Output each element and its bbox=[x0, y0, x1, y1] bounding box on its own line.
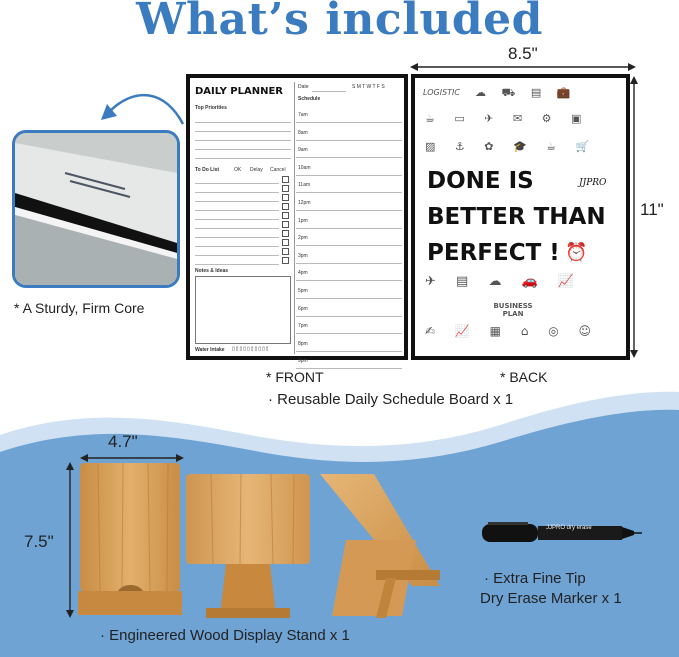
schedule-time-10am: 10am bbox=[298, 164, 311, 171]
schedule-line bbox=[296, 140, 402, 141]
todo-checkbox[interactable] bbox=[282, 185, 289, 192]
schedule-time-7pm: 7pm bbox=[298, 323, 308, 330]
planner-board-back bbox=[411, 74, 630, 360]
schedule-time-8am: 8am bbox=[298, 129, 308, 136]
planner-title: DAILY PLANNER bbox=[195, 86, 284, 97]
stand-caption: · Engineered Wood Display Stand x 1 bbox=[100, 627, 350, 644]
brand-logo: JJPRO bbox=[579, 178, 607, 188]
schedule-time-2pm: 2pm bbox=[298, 235, 308, 242]
schedule-line bbox=[296, 157, 402, 158]
water-cups: ▯▯▯▯▯▯▯▯▯▯ bbox=[232, 346, 270, 352]
stand-height-label: 7.5" bbox=[24, 532, 54, 551]
schedule-time-11am: 11am bbox=[298, 182, 311, 189]
schedule-line bbox=[296, 333, 402, 334]
schedule-time-9am: 9am bbox=[298, 147, 308, 154]
todo-line bbox=[195, 264, 279, 265]
doodle-row-4: ✈ ▤ ☁ 🚗 📈 bbox=[425, 274, 583, 289]
schedule-line bbox=[296, 280, 402, 281]
schedule-line bbox=[296, 245, 402, 246]
marker-text: JJPRO dry erase bbox=[546, 525, 592, 531]
doodle-row-1: ☁ ⛟ ▤ 💼 bbox=[475, 86, 577, 99]
schedule-time-7am: 7am bbox=[298, 112, 308, 118]
doodle-clock: ⏰ bbox=[565, 242, 588, 263]
schedule-line bbox=[296, 192, 402, 193]
todo-cancel: Cancel bbox=[270, 167, 286, 173]
schedule-line bbox=[296, 175, 402, 176]
core-caption: * A Sturdy, Firm Core bbox=[14, 300, 145, 316]
todo-checkbox[interactable] bbox=[282, 257, 289, 264]
schedule-time-4pm: 4pm bbox=[298, 270, 308, 277]
schedule-line bbox=[296, 122, 402, 123]
todo-checkbox[interactable] bbox=[282, 176, 289, 183]
date-label: Date bbox=[298, 84, 309, 90]
core-closeup-image bbox=[12, 130, 180, 288]
slogan-line1: DONE IS bbox=[427, 168, 534, 194]
logistic-doodle: LOGISTIC bbox=[423, 88, 460, 97]
wood-stand-back bbox=[186, 470, 310, 620]
planner-divider bbox=[294, 82, 295, 354]
schedule-time-9pm: 9pm bbox=[298, 358, 308, 365]
water-label: Water Intake bbox=[195, 347, 225, 353]
todo-line bbox=[195, 201, 279, 202]
todo-checkbox[interactable] bbox=[282, 248, 289, 255]
todo-line bbox=[195, 183, 279, 184]
schedule-time-3pm: 3pm bbox=[298, 252, 308, 259]
todo-checkbox[interactable] bbox=[282, 230, 289, 237]
schedule-line bbox=[296, 210, 402, 211]
doodle-row-2: ☕ ▭ ✈ ✉ ⚙ ▣ bbox=[425, 112, 590, 125]
days-label: S M T W T F S bbox=[352, 84, 385, 90]
todo-line bbox=[195, 228, 279, 229]
notes-box bbox=[195, 276, 291, 344]
board-width-label: 8.5" bbox=[508, 44, 538, 63]
todo-label: To Do List bbox=[195, 167, 220, 173]
todo-checkbox[interactable] bbox=[282, 203, 289, 210]
todo-line bbox=[195, 246, 279, 247]
schedule-time-5pm: 5pm bbox=[298, 288, 308, 294]
planner-board-front bbox=[186, 74, 408, 365]
todo-ok: OK bbox=[234, 167, 242, 173]
dry-erase-marker bbox=[482, 518, 642, 548]
stand-width-label: 4.7" bbox=[108, 432, 138, 451]
marker-caption-line1: · Extra Fine Tip bbox=[484, 570, 586, 587]
slogan-line3: PERFECT ! bbox=[427, 240, 560, 266]
front-label: * FRONT bbox=[266, 369, 324, 385]
schedule-time-6pm: 6pm bbox=[298, 305, 308, 312]
todo-line bbox=[195, 192, 279, 193]
doodle-row-3: ▨ ⚓ ✿ 🎓 ☕ 🛒 bbox=[425, 140, 598, 153]
todo-line bbox=[195, 219, 279, 220]
schedule-time-12pm: 12pm bbox=[298, 200, 311, 206]
page-title: What’s included bbox=[136, 0, 543, 45]
todo-checkbox[interactable] bbox=[282, 221, 289, 228]
todo-checkbox[interactable] bbox=[282, 239, 289, 246]
todo-checkbox[interactable] bbox=[282, 212, 289, 219]
wood-stand-side bbox=[316, 470, 444, 620]
back-label: * BACK bbox=[500, 369, 548, 385]
board-height-label: 11" bbox=[640, 200, 664, 219]
todo-line bbox=[195, 255, 279, 256]
todo-line bbox=[195, 210, 279, 211]
schedule-line bbox=[296, 351, 402, 352]
top-priorities-label: Top Priorities bbox=[195, 105, 227, 111]
marker-caption-line2: Dry Erase Marker x 1 bbox=[480, 590, 622, 607]
notes-label: Notes & Ideas bbox=[195, 268, 229, 274]
schedule-line bbox=[296, 316, 402, 317]
curved-arrow bbox=[95, 82, 190, 132]
schedule-time-8pm: 8pm bbox=[298, 340, 308, 347]
doodle-row-5: ✍ 📈 ▦ ⌂ ◎ ☺ bbox=[425, 324, 600, 338]
schedule-line bbox=[296, 228, 402, 229]
board-caption: · Reusable Daily Schedule Board x 1 bbox=[268, 391, 514, 408]
todo-checkbox[interactable] bbox=[282, 194, 289, 201]
business-doodle: BUSINESS PLAN bbox=[493, 302, 533, 318]
schedule-time-1pm: 1pm bbox=[298, 217, 308, 224]
schedule-label: Schedule bbox=[298, 96, 321, 102]
schedule-line bbox=[296, 298, 402, 299]
todo-line bbox=[195, 237, 279, 238]
schedule-line bbox=[296, 263, 402, 264]
slogan-line2: BETTER THAN bbox=[427, 204, 606, 230]
todo-delay: Delay bbox=[250, 167, 263, 173]
wood-stand-front bbox=[78, 463, 182, 619]
stand-height-arrow bbox=[64, 462, 76, 618]
